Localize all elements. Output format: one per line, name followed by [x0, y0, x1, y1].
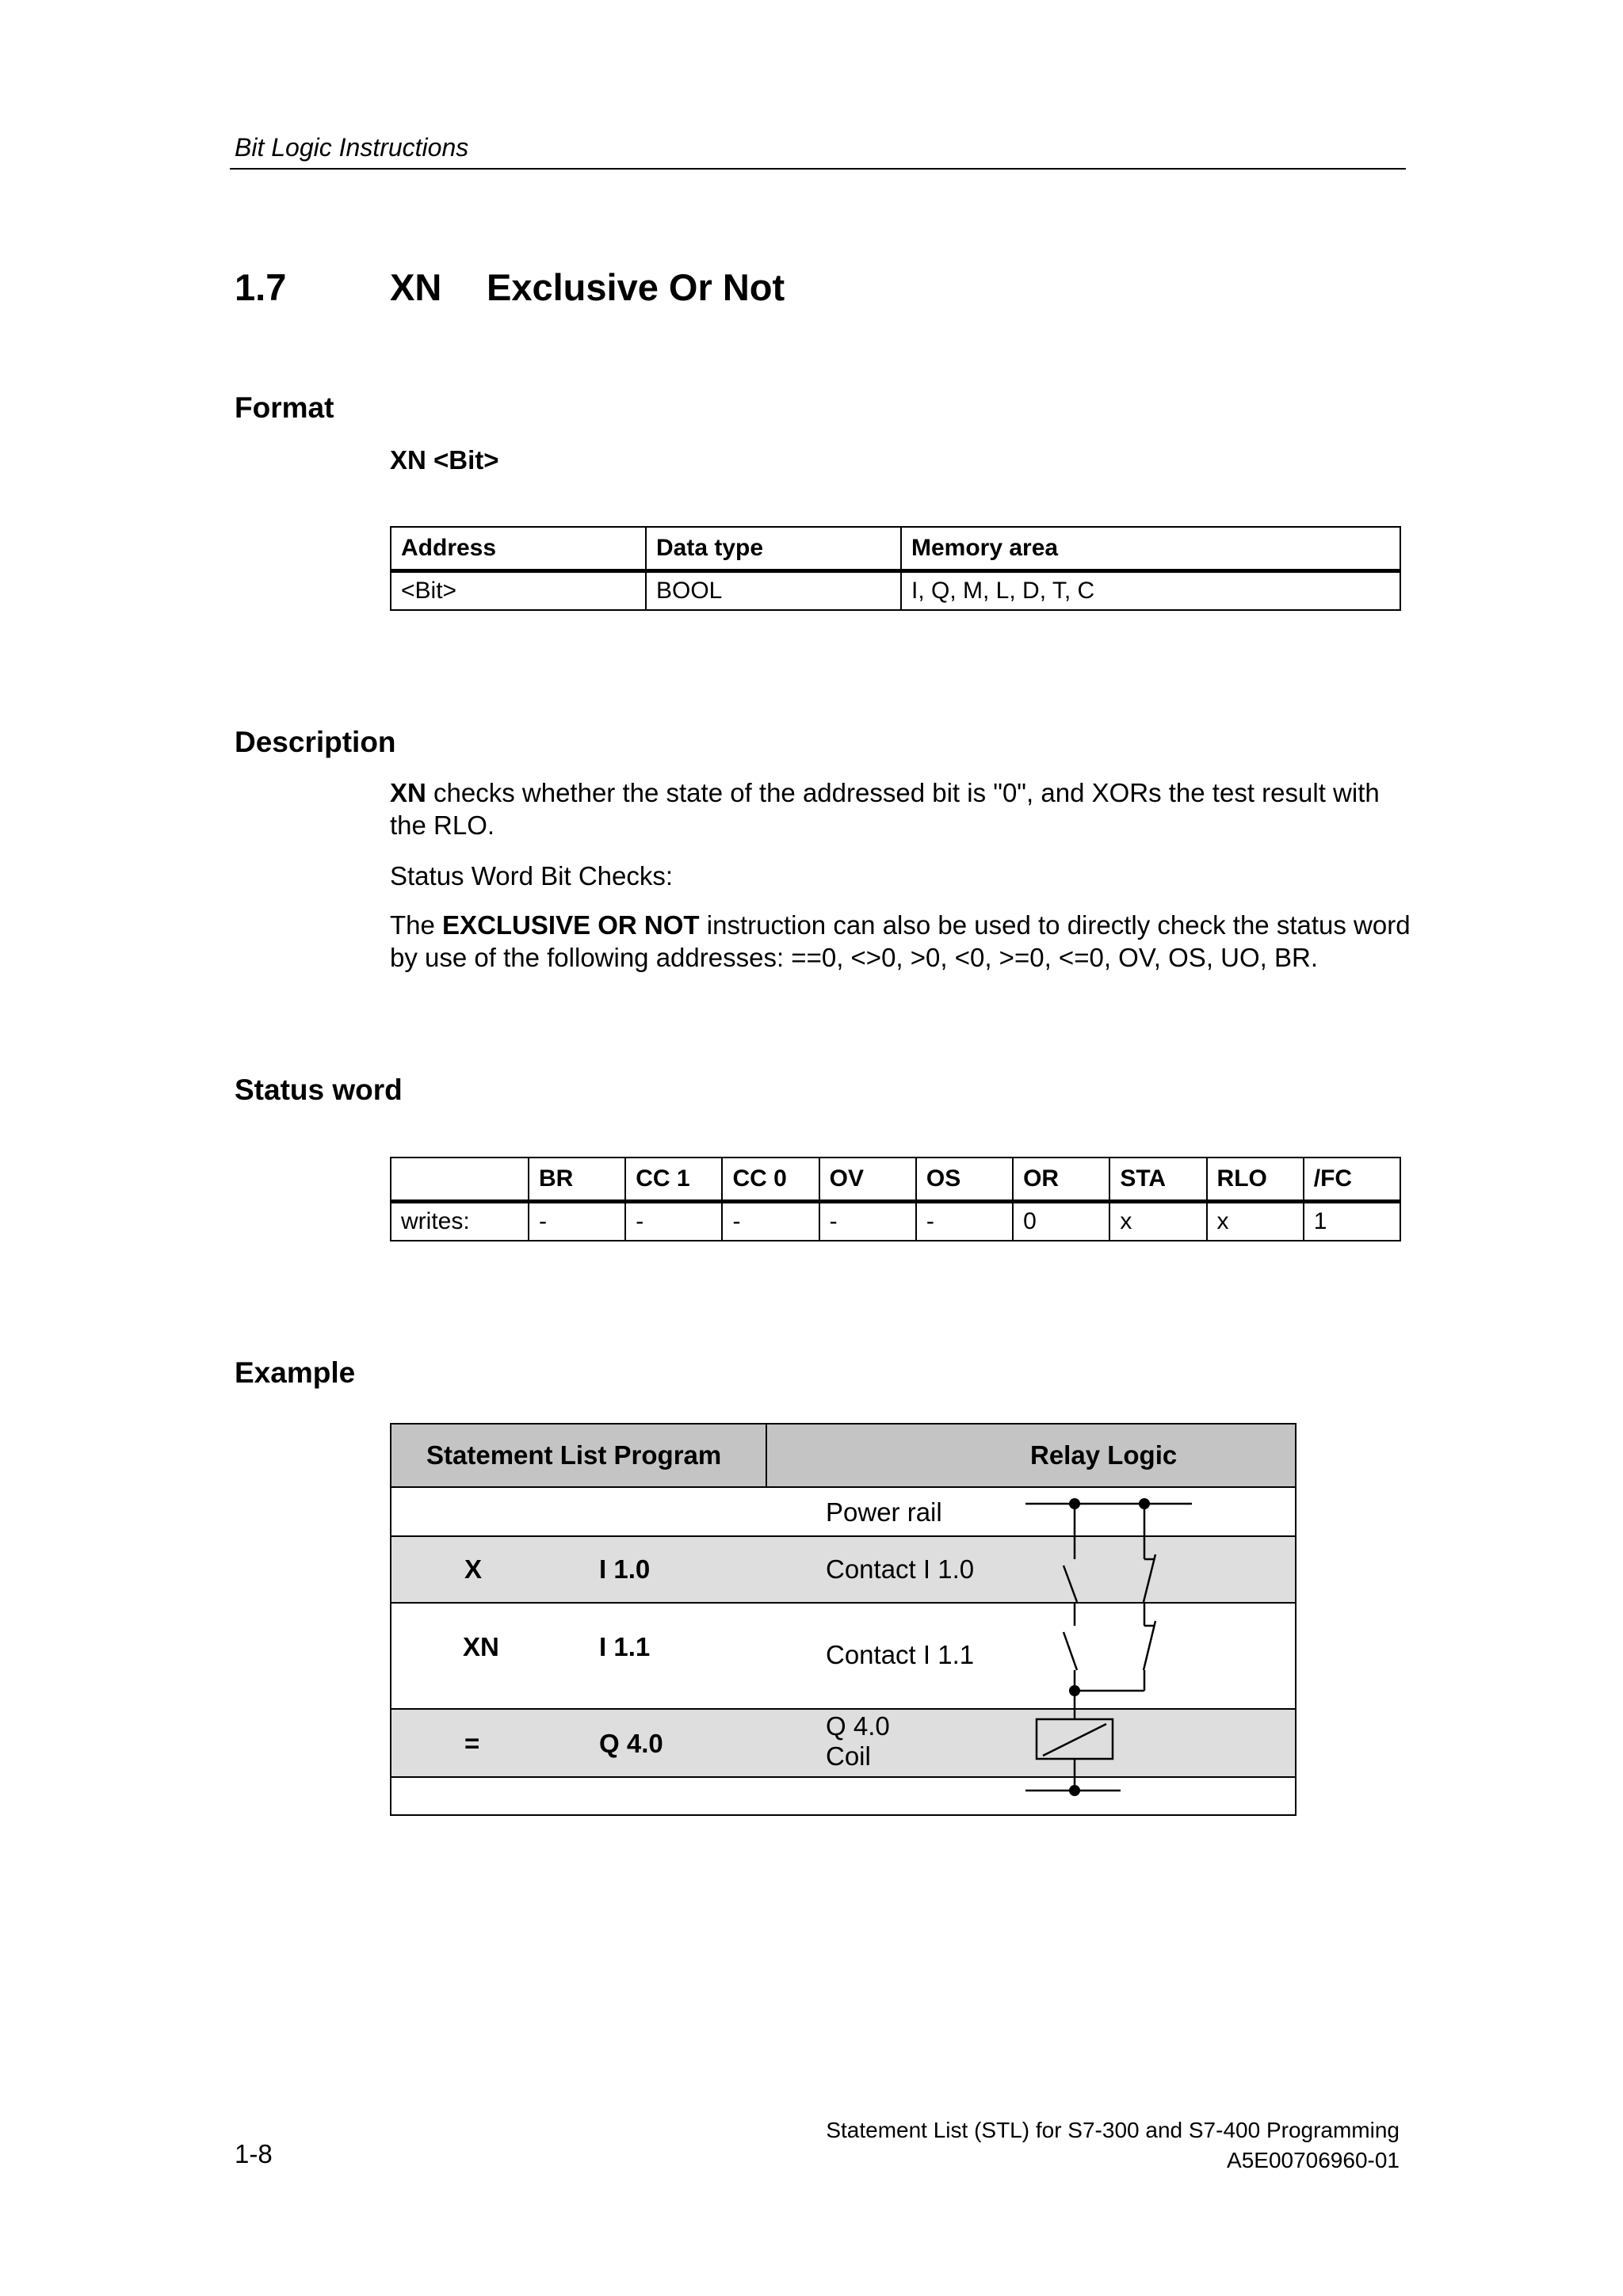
- junction-dot-return: [1069, 1785, 1080, 1796]
- sw-header-or: OR: [1013, 1158, 1109, 1202]
- col-data-type: Data type: [646, 527, 901, 571]
- stl-operand-q40: Q 4.0: [599, 1729, 663, 1758]
- sw-header-ov: OV: [819, 1158, 916, 1202]
- sw-cell-os: -: [916, 1202, 1013, 1241]
- cell-memory-area: I, Q, M, L, D, T, C: [901, 571, 1400, 611]
- col-relay-logic: Relay Logic: [1030, 1440, 1178, 1470]
- table-row: [391, 571, 1400, 611]
- section-title: Exclusive Or Not: [487, 266, 785, 308]
- sw-cell-cc0: -: [722, 1202, 819, 1241]
- sw-header-cc0: CC 0: [722, 1158, 819, 1202]
- table-row: [391, 1202, 1400, 1241]
- sw-cell-label: writes:: [391, 1202, 529, 1241]
- stl-operand-i10: I 1.0: [599, 1554, 651, 1584]
- format-syntax: XN <Bit>: [390, 445, 499, 475]
- operand-table: [390, 526, 1401, 611]
- description-paragraph-1: [390, 776, 1420, 841]
- sw-cell-rlo: x: [1207, 1202, 1304, 1241]
- footer-manual-title: Statement List (STL) for S7-300 and S7-400 Programming: [826, 2118, 1400, 2142]
- contact-i11-label: Contact I 1.1: [826, 1640, 975, 1669]
- description-paragraph-2: Status Word Bit Checks:: [390, 861, 674, 891]
- running-header: Bit Logic Instructions: [235, 133, 469, 162]
- stl-op-xn: XN: [463, 1632, 499, 1661]
- sw-header-sta: STA: [1109, 1158, 1206, 1202]
- page-number: 1-8: [235, 2139, 273, 2168]
- description-p1-text: checks whether the state of the addressed bit is "0", and XORs the test result with the RLO.: [390, 778, 1380, 840]
- sw-cell-or: 0: [1013, 1202, 1109, 1241]
- sw-cell-cc1: -: [625, 1202, 722, 1241]
- format-heading: Format: [235, 391, 334, 424]
- contact-i10-label: Contact I 1.0: [826, 1554, 975, 1584]
- sw-header-fc: /FC: [1304, 1158, 1400, 1202]
- relay-logic-diagram: [391, 1425, 1295, 1814]
- col-memory-area: Memory area: [901, 527, 1400, 571]
- junction-dot-join: [1069, 1685, 1080, 1696]
- coil-diagonal: [1043, 1724, 1106, 1756]
- xn-term: XN: [390, 778, 426, 807]
- power-rail-label: Power rail: [826, 1497, 942, 1527]
- col-stl-program: Statement List Program: [426, 1440, 722, 1470]
- sw-header-br: BR: [529, 1158, 625, 1202]
- footer-doc-number: A5E00706960-01: [1227, 2148, 1400, 2172]
- description-heading: Description: [235, 726, 396, 758]
- sw-header-cc1: CC 1: [625, 1158, 722, 1202]
- junction-dot-left: [1069, 1498, 1080, 1509]
- contact-i10-right: [1144, 1554, 1155, 1602]
- junction-dot-right: [1139, 1498, 1150, 1509]
- status-word-heading: Status word: [235, 1074, 403, 1106]
- sw-cell-br: -: [529, 1202, 625, 1241]
- sw-cell-sta: x: [1109, 1202, 1206, 1241]
- status-word-header: [391, 1158, 1400, 1202]
- cell-address: <Bit>: [391, 571, 646, 611]
- description-p3-pre: The: [390, 910, 443, 940]
- sw-header-empty: [391, 1158, 529, 1202]
- sw-header-rlo: RLO: [1207, 1158, 1304, 1202]
- operand-table-header: [391, 527, 1400, 571]
- stl-op-x: X: [464, 1554, 483, 1584]
- exclusive-or-not-term: EXCLUSIVE OR NOT: [442, 910, 700, 940]
- contact-i10-left-nc: [1064, 1566, 1077, 1602]
- col-address: Address: [391, 527, 646, 571]
- section-mnemonic: XN: [390, 266, 442, 308]
- footer-manual-info: [826, 2115, 1400, 2176]
- coil-label-text: Coil: [826, 1741, 871, 1771]
- description-paragraph-3: [390, 909, 1420, 974]
- example-heading: Example: [235, 1356, 356, 1389]
- contact-i11-right: [1144, 1621, 1155, 1670]
- section-number: 1.7: [235, 266, 287, 308]
- stl-operand-i11: I 1.1: [599, 1632, 651, 1661]
- status-word-table: [390, 1157, 1401, 1241]
- stl-op-assign: =: [464, 1729, 480, 1758]
- header-rule: [230, 168, 1406, 170]
- sw-cell-fc: 1: [1304, 1202, 1400, 1241]
- description-p3-text: instruction can also be used to directly check the status word by use of the following addresses: ==0, <>0, >0, <0, >=0, <=0, OV, OS, UO, BR.: [390, 910, 1411, 972]
- coil-label-address: Q 4.0: [826, 1711, 890, 1741]
- sw-cell-ov: -: [819, 1202, 916, 1241]
- cell-data-type: BOOL: [646, 571, 901, 611]
- example-table: [390, 1423, 1296, 1816]
- sw-header-os: OS: [916, 1158, 1013, 1202]
- contact-i11-left: [1064, 1632, 1077, 1670]
